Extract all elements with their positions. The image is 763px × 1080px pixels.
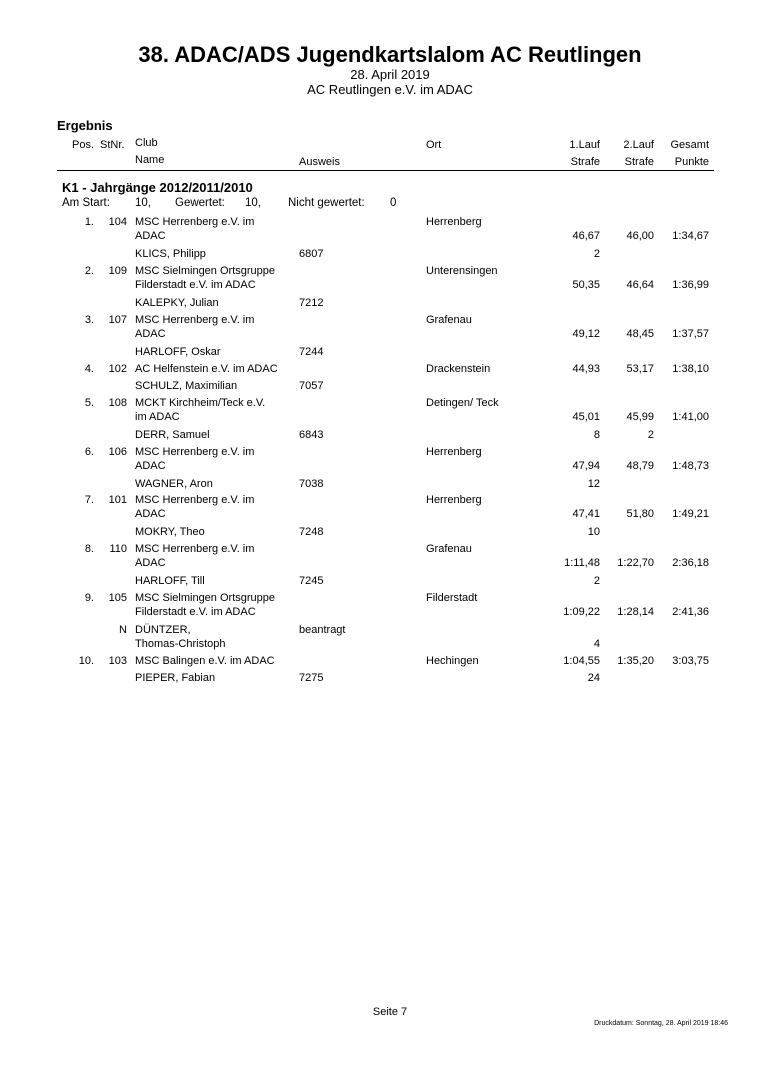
result-club-cont: Filderstadt e.V. im ADAC — [135, 279, 256, 291]
result-lauf1: 1:09,22 — [563, 606, 600, 618]
result-strafe1: 8 — [593, 429, 600, 441]
result-strafe1: 2 — [593, 248, 600, 260]
result-club: MSC Balingen e.V. im ADAC — [135, 655, 275, 667]
result-club: MSC Sielmingen Ortsgruppe — [135, 592, 276, 604]
result-club-cont: ADAC — [135, 557, 166, 569]
result-club: MCKT Kirchheim/Teck e.V. — [135, 397, 266, 409]
result-ausweis: 7212 — [299, 297, 324, 309]
result-club: MSC Herrenberg e.V. im — [135, 494, 255, 506]
result-not-scored-flag: N — [119, 624, 127, 636]
result-stnr: 110 — [109, 543, 127, 555]
result-lauf2: 1:28,14 — [617, 606, 654, 618]
result-pos: 9. — [84, 592, 94, 604]
result-ort: Herrenberg — [426, 494, 482, 506]
result-strafe1: 24 — [587, 672, 600, 684]
result-driver-name: DERR, Samuel — [135, 429, 210, 441]
result-ausweis: 7244 — [299, 346, 324, 358]
result-stnr: 105 — [108, 592, 127, 604]
result-ausweis: 7057 — [299, 380, 324, 392]
result-ort: Herrenberg — [426, 446, 482, 458]
col-header-punkte: Punkte — [674, 156, 709, 168]
result-strafe2: 2 — [647, 429, 654, 441]
result-lauf2: 51,80 — [626, 508, 654, 520]
result-pos: 1. — [84, 216, 94, 228]
result-pos: 2. — [84, 265, 94, 277]
result-lauf2: 1:35,20 — [617, 655, 654, 667]
result-gesamt: 2:41,36 — [672, 606, 709, 618]
result-club-cont: ADAC — [135, 460, 166, 472]
print-date: Druckdatum: Sonntag, 28. April 2019 18:46 — [594, 1020, 728, 1027]
result-ort: Filderstadt — [426, 592, 478, 604]
result-driver-name: HARLOFF, Oskar — [135, 346, 221, 358]
result-lauf2: 45,99 — [626, 411, 654, 423]
gewertet-label: Gewertet: — [175, 197, 225, 209]
result-driver-name: DÜNTZER, — [135, 624, 191, 636]
result-club-cont: ADAC — [135, 508, 166, 520]
result-lauf1: 47,94 — [572, 460, 600, 472]
result-driver-name: KALEPKY, Julian — [135, 297, 219, 309]
page-title: 38. ADAC/ADS Jugendkartslalom AC Reutlingen — [138, 42, 642, 67]
result-lauf2: 53,17 — [626, 363, 654, 375]
result-gesamt: 1:38,10 — [672, 363, 709, 375]
result-club: MSC Herrenberg e.V. im — [135, 543, 255, 555]
result-lauf1: 45,01 — [572, 411, 600, 423]
result-gesamt: 1:49,21 — [672, 508, 709, 520]
result-strafe1: 12 — [587, 478, 600, 490]
gewertet-value: 10, — [245, 197, 261, 209]
col-header-stnr: StNr. — [100, 139, 125, 151]
result-gesamt: 1:41,00 — [672, 411, 709, 423]
result-ausweis: 6807 — [299, 248, 324, 260]
result-ausweis: 7248 — [299, 526, 324, 538]
result-lauf1: 46,67 — [572, 230, 600, 242]
result-club-cont: ADAC — [135, 328, 166, 340]
nicht-gewertet-label: Nicht gewertet: — [288, 197, 365, 209]
result-driver-name: PIEPER, Fabian — [135, 672, 216, 684]
result-ausweis: 7038 — [299, 478, 324, 490]
result-gesamt: 1:37,57 — [672, 328, 709, 340]
result-ort: Drackenstein — [426, 363, 491, 375]
page-number: Seite 7 — [372, 1006, 408, 1018]
event-date: 28. April 2019 — [350, 67, 430, 82]
result-gesamt: 3:03,75 — [672, 655, 709, 667]
result-lauf1: 50,35 — [572, 279, 600, 291]
result-stnr: 101 — [108, 494, 127, 506]
col-header-ausweis: Ausweis — [299, 156, 340, 168]
result-stnr: 107 — [108, 314, 127, 326]
result-club: MSC Herrenberg e.V. im — [135, 314, 255, 326]
result-stnr: 103 — [108, 655, 127, 667]
result-ort: Grafenau — [426, 314, 472, 326]
am-start-label: Am Start: — [62, 197, 110, 209]
result-pos: 10. — [78, 655, 94, 667]
result-gesamt: 1:34,67 — [672, 230, 709, 242]
organizer: AC Reutlingen e.V. im ADAC — [307, 82, 473, 97]
result-driver-name: KLICS, Philipp — [135, 248, 206, 260]
result-pos: 3. — [84, 314, 94, 326]
col-header-lauf2: 2.Lauf — [623, 139, 654, 151]
result-gesamt: 1:48,73 — [672, 460, 709, 472]
result-ausweis: 6843 — [299, 429, 324, 441]
result-gesamt: 2:36,18 — [672, 557, 709, 569]
col-header-strafe1: Strafe — [570, 156, 600, 168]
result-driver-name: MOKRY, Theo — [135, 526, 205, 538]
header-divider — [57, 170, 714, 171]
result-ausweis: 7275 — [299, 672, 324, 684]
nicht-gewertet-value: 0 — [390, 197, 397, 209]
col-header-lauf1: 1.Lauf — [569, 139, 600, 151]
result-club: MSC Herrenberg e.V. im — [135, 216, 255, 228]
result-stnr: 106 — [108, 446, 127, 458]
result-lauf1: 49,12 — [572, 328, 600, 340]
result-pos: 8. — [84, 543, 94, 555]
result-lauf2: 48,45 — [626, 328, 654, 340]
result-club-cont: im ADAC — [135, 411, 180, 423]
result-strafe1: 10 — [587, 526, 600, 538]
result-ort: Herrenberg — [426, 216, 482, 228]
result-pos: 7. — [84, 494, 94, 506]
result-ort: Hechingen — [426, 655, 479, 667]
col-header-gesamt: Gesamt — [670, 139, 709, 151]
result-club: MSC Herrenberg e.V. im — [135, 446, 255, 458]
result-driver-name: HARLOFF, Till — [135, 575, 205, 587]
result-club-cont: Filderstadt e.V. im ADAC — [135, 606, 256, 618]
result-lauf2: 46,00 — [626, 230, 654, 242]
result-lauf1: 47,41 — [572, 508, 600, 520]
result-lauf1: 44,93 — [572, 363, 600, 375]
result-driver-name: WAGNER, Aron — [135, 478, 213, 490]
result-pos: 5. — [84, 397, 94, 409]
result-driver-name: SCHULZ, Maximilian — [135, 380, 238, 392]
result-club: MSC Sielmingen Ortsgruppe — [135, 265, 276, 277]
result-pos: 4. — [84, 363, 94, 375]
result-ort: Grafenau — [426, 543, 472, 555]
result-lauf2: 46,64 — [626, 279, 654, 291]
result-club-cont: ADAC — [135, 230, 166, 242]
col-header-ort: Ort — [426, 139, 442, 151]
result-stnr: 102 — [108, 363, 127, 375]
result-lauf2: 1:22,70 — [617, 557, 654, 569]
result-strafe1: 2 — [593, 575, 600, 587]
result-gesamt: 1:36,99 — [672, 279, 709, 291]
result-ausweis: 7245 — [299, 575, 324, 587]
result-ort: Detingen/ Teck — [426, 397, 499, 409]
result-ort: Unterensingen — [426, 265, 498, 277]
result-pos: 6. — [84, 446, 94, 458]
result-lauf1: 1:04,55 — [563, 655, 600, 667]
result-club: AC Helfenstein e.V. im ADAC — [135, 363, 278, 375]
result-lauf2: 48,79 — [626, 460, 654, 472]
result-ausweis: beantragt — [299, 624, 346, 636]
col-header-strafe2: Strafe — [624, 156, 654, 168]
result-stnr: 104 — [108, 216, 127, 228]
result-strafe1: 4 — [593, 638, 600, 650]
result-driver-name-cont: Thomas-Christoph — [135, 638, 226, 650]
col-header-pos: Pos. — [71, 139, 94, 151]
result-stnr: 108 — [108, 397, 127, 409]
col-header-club: Club — [135, 137, 158, 149]
section-title: Ergebnis — [57, 118, 113, 133]
am-start-value: 10, — [135, 197, 151, 209]
col-header-name: Name — [135, 154, 165, 166]
result-lauf1: 1:11,48 — [564, 557, 600, 569]
result-stnr: 109 — [108, 265, 127, 277]
class-title: K1 - Jahrgänge 2012/2011/2010 — [62, 180, 253, 195]
